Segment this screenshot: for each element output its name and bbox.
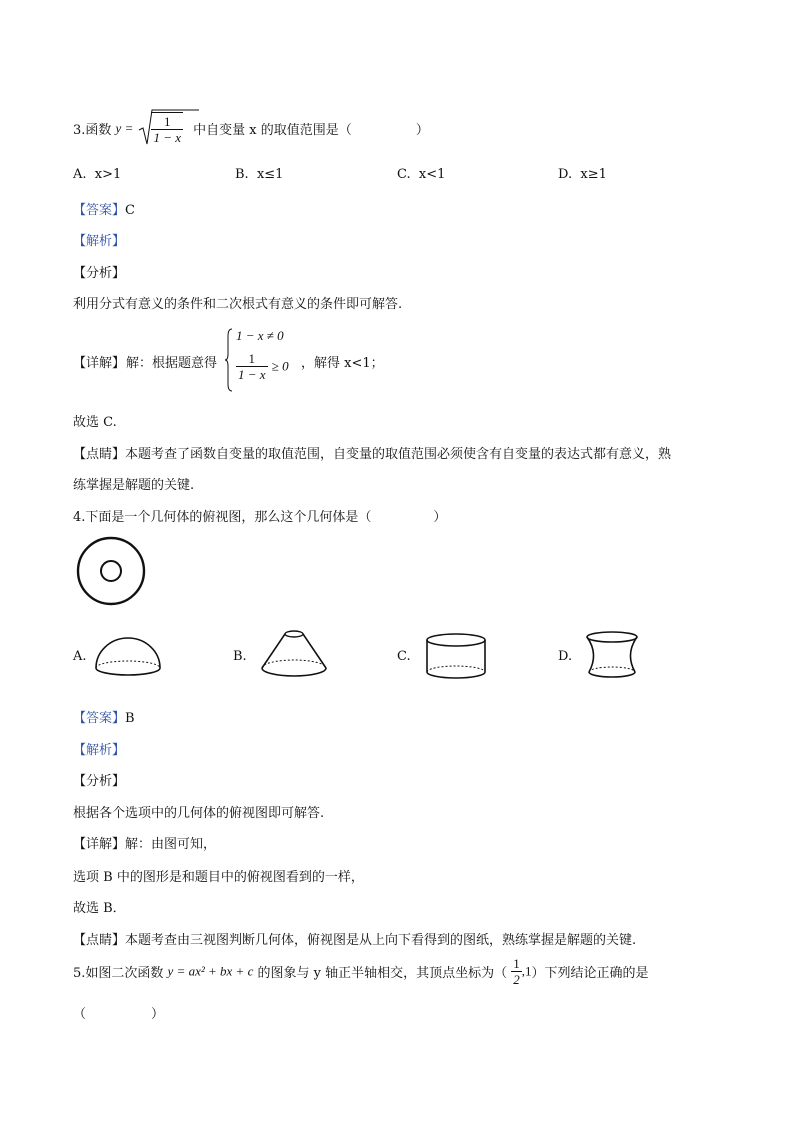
dianjing-tag: 【点睛】 — [73, 933, 126, 948]
cond2 — [236, 351, 289, 382]
answer-tag: 【答案】 — [73, 203, 126, 218]
q5-vertex-y: ,1 — [521, 963, 532, 979]
q3-stem — [73, 112, 429, 144]
q3-answer — [73, 199, 135, 218]
q5-stem — [73, 956, 649, 992]
q5-paren-line: （ ） — [73, 1007, 165, 1022]
q4-option-c-label: C. — [397, 649, 411, 664]
q3-option-a: A. x>1 — [73, 167, 122, 182]
q4-fenxi-tag: 【分析】 — [73, 774, 126, 789]
q4-dianjing — [73, 929, 636, 948]
q5-tail: ）下列结论正确的是 — [531, 966, 649, 981]
q4-option-d-label: D. — [558, 649, 573, 664]
q3-conclusion: 故选 C. — [73, 415, 117, 430]
q3-stem-rest: 中自变量 x 的取值范围是（ — [193, 123, 352, 138]
dianjing-text: 本题考查由三视图判断几何体，俯视图是从上向下看得到的图纸，熟练掌握是解题的关键. — [125, 933, 637, 948]
q5-mid: 的图象与 y 轴正半轴相交，其顶点坐标为（ — [257, 966, 508, 981]
frustum-icon — [258, 630, 330, 680]
q3-frac-den: 1 − x — [153, 130, 182, 145]
cond2-den: 1 − x — [238, 367, 266, 382]
xiangjie-text: 解：根据题意得 — [126, 356, 218, 371]
cond1: 1 − x ≠ 0 — [236, 328, 284, 343]
q4-answer — [73, 707, 135, 726]
answer-tag: 【答案】 — [73, 711, 126, 726]
q5-prefix: 5.如图二次函数 — [73, 966, 164, 981]
dianjing-tag: 【点睛】 — [73, 447, 126, 462]
hyperboloid-icon — [583, 630, 641, 680]
q4-analysis-tag: 【解析】 — [73, 743, 126, 758]
q3-option-b: B. x≤1 — [235, 167, 284, 182]
q4-option-b-label: B. — [233, 649, 247, 664]
q3-fraction — [151, 112, 183, 145]
hemisphere-icon — [94, 636, 164, 678]
q3-prefix: 3.函数 — [73, 123, 112, 138]
q3-analysis-tag: 【解析】 — [73, 234, 126, 249]
q3-dianjing — [73, 443, 671, 462]
q4-xiangjie — [73, 833, 216, 852]
cond2-num: 1 — [236, 351, 268, 367]
top-view-icon — [76, 536, 146, 606]
q3-func-lhs: y = — [115, 120, 134, 136]
q5-vertex-x: $\frac{1}{2}$ — [513, 956, 520, 987]
q3-fenxi-text: 利用分式有意义的条件和二次根式有意义的条件即可解答. — [73, 297, 403, 312]
q3-option-c: C. x<1 — [397, 167, 446, 182]
cylinder-icon — [425, 632, 489, 682]
q4-fenxi-text: 根据各个选项中的几何体的俯视图即可解答. — [73, 806, 325, 821]
answer-value: C — [125, 203, 135, 218]
xiangjie-text: 解：由图可知， — [125, 837, 217, 852]
xiangjie-tag: 【详解】 — [73, 356, 126, 371]
q3-sqrt — [139, 112, 183, 145]
q3-option-d: D. x≥1 — [558, 167, 607, 182]
q4-conclusion: 故选 B． — [73, 901, 126, 916]
answer-value: B — [125, 711, 135, 726]
system-brace-icon — [225, 328, 233, 392]
solve-text: ，解得 x<1； — [301, 356, 384, 371]
q5-func: y = ax² + bx + c — [167, 963, 254, 979]
q4-option-a-label: A. — [73, 649, 87, 664]
cond2-rel: ≥ 0 — [271, 358, 289, 374]
q3-frac-num: 1 — [151, 114, 183, 130]
q4-line2: 选项 B 中的图形是和题目中的俯视图看到的一样， — [73, 870, 364, 885]
sqrt-sign-icon — [139, 110, 153, 146]
q3-fenxi-tag: 【分析】 — [73, 266, 126, 281]
q3-paren-close: ） — [415, 123, 429, 138]
dianjing-line1: 本题考查了函数自变量的取值范围，自变量的取值范围必须使含有自变量的表达式都有意义，熟 — [125, 447, 672, 462]
q3-dianjing-line2: 练掌握是解题的关键. — [73, 478, 195, 493]
xiangjie-tag: 【详解】 — [73, 837, 126, 852]
q4-stem: 4.下面是一个几何体的俯视图，那么这个几何体是（ ） — [73, 510, 447, 525]
